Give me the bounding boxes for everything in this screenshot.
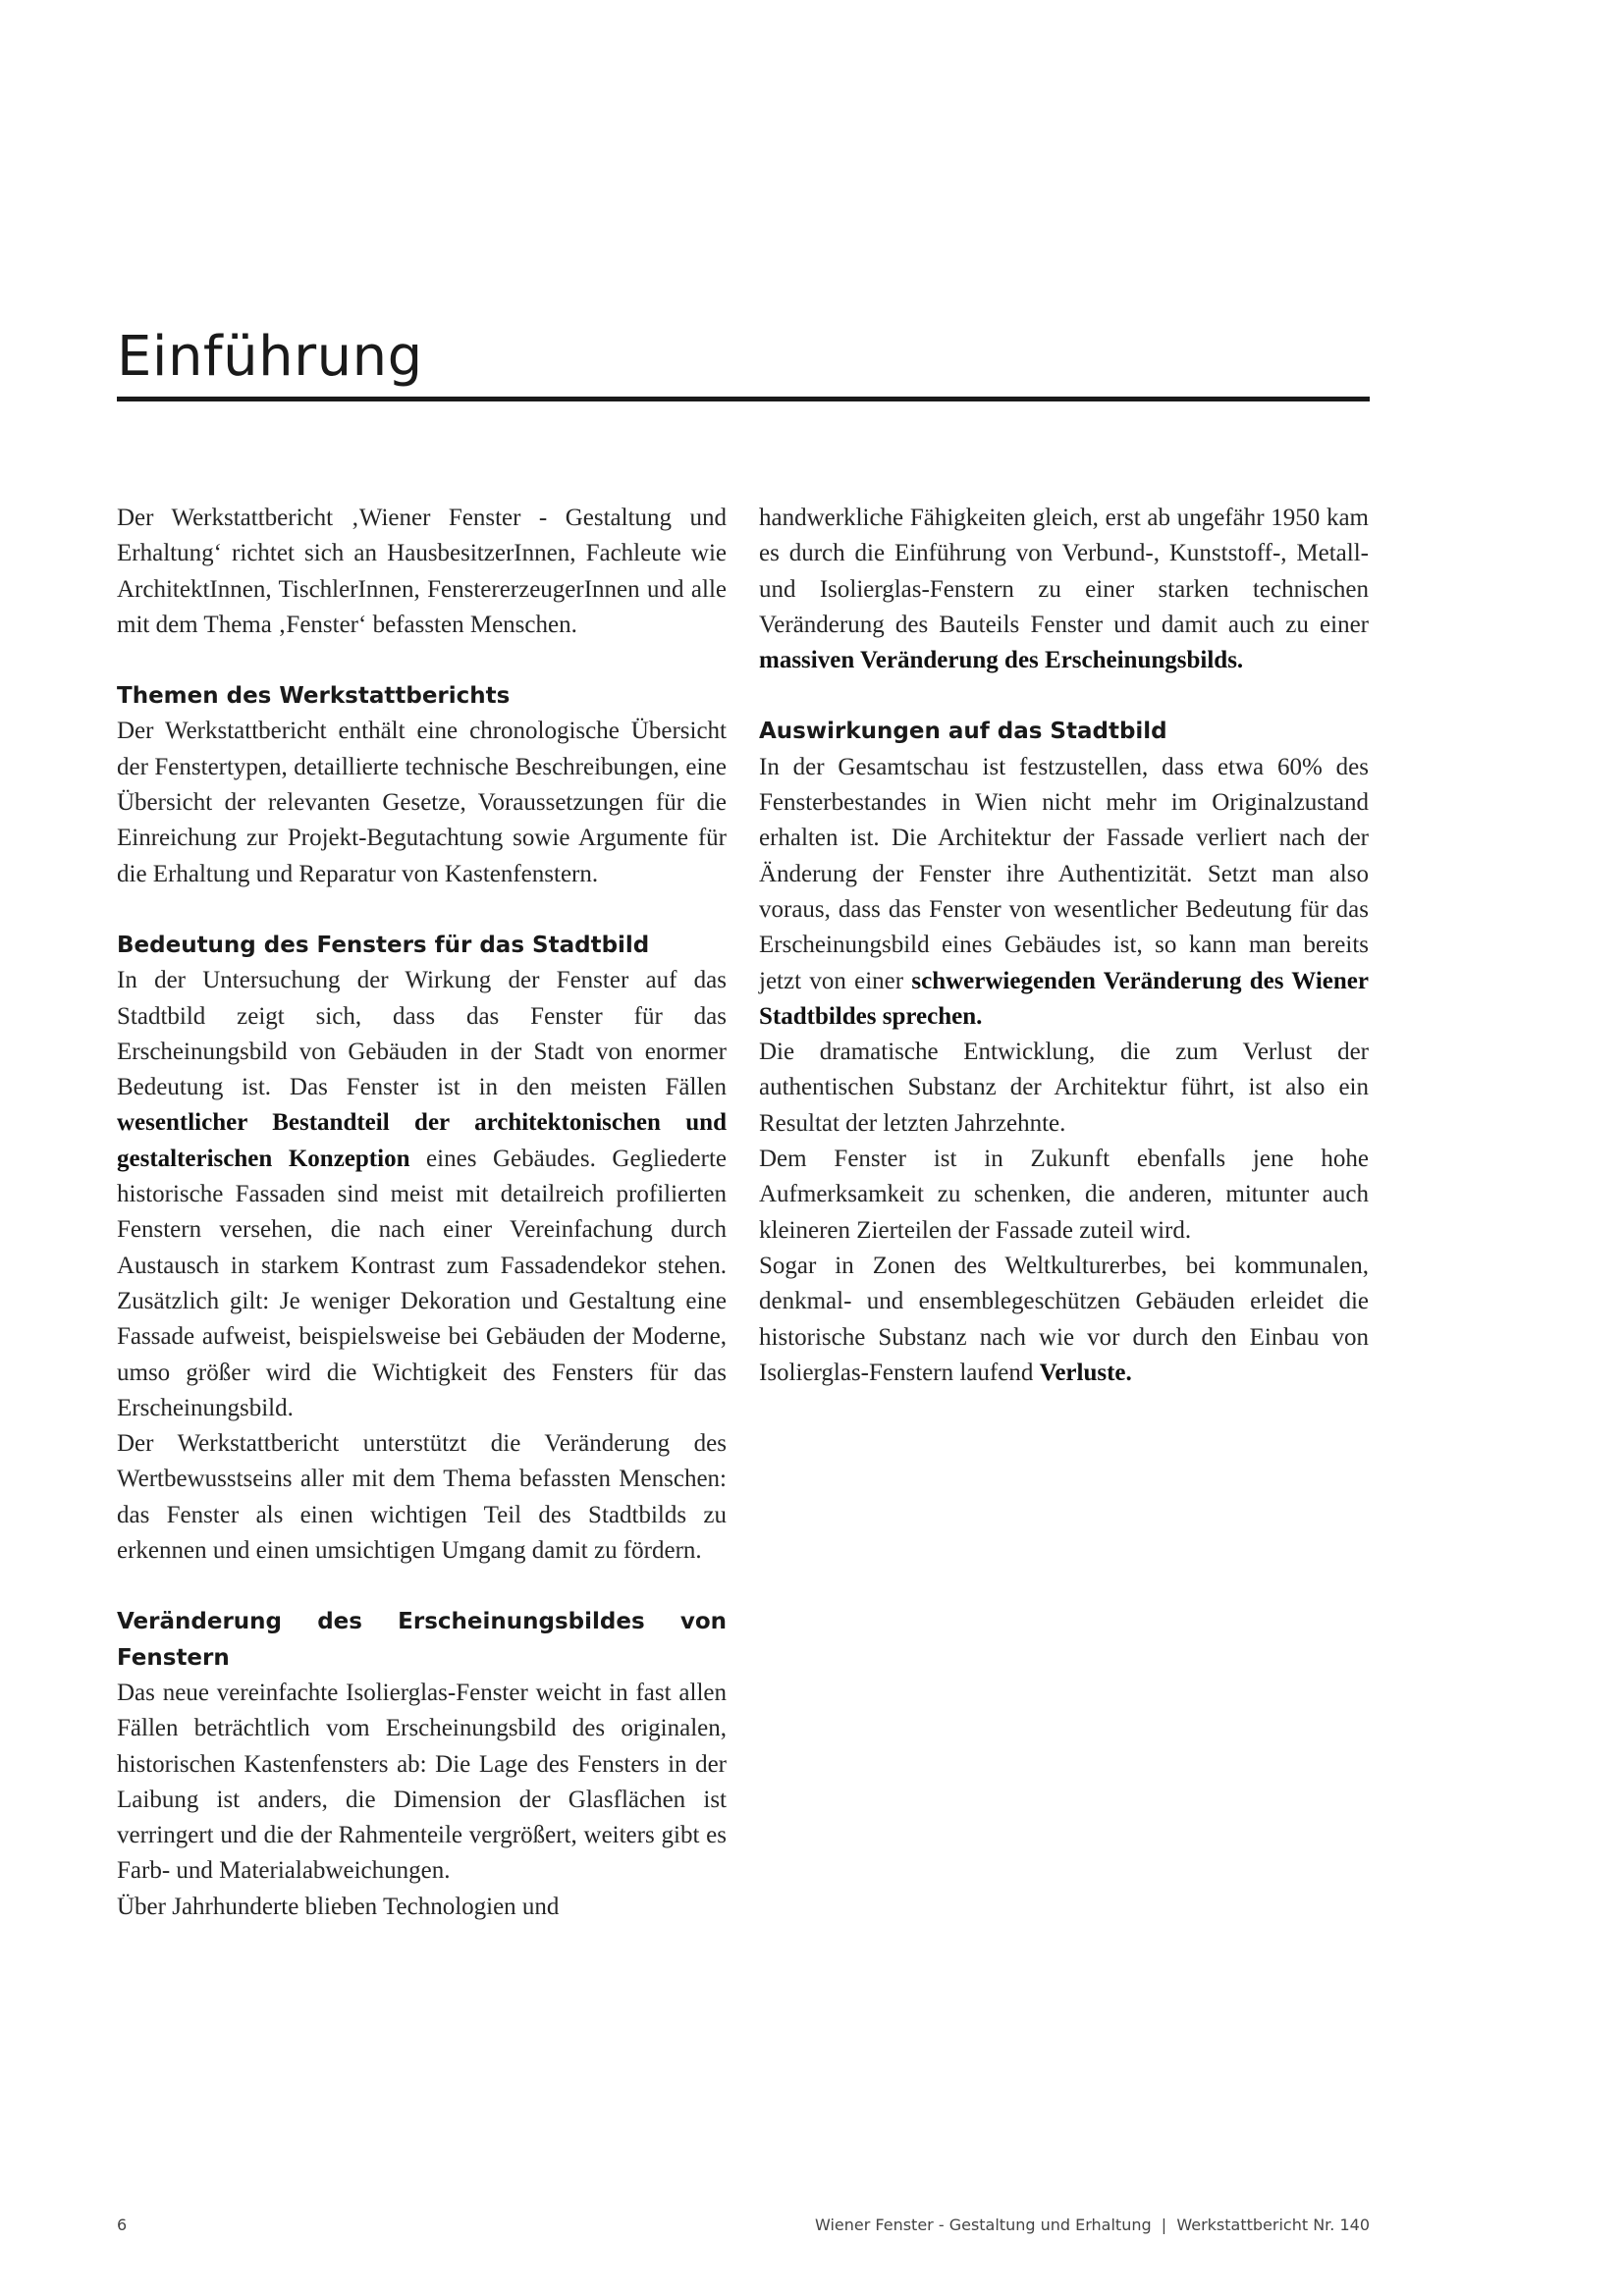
page-number: 6: [117, 2216, 128, 2234]
section-heading-auswirkungen: Auswirkungen auf das Stadtbild: [759, 719, 1167, 745]
bedeutung-text-1: In der Untersuchung der Wirkung der Fenster auf das Stadtbild zeigt sich, dass das Fenster für das Erscheinungsbild von Gebäuden in der Stadt von enormer Bedeutung ist. Das Fenster ist in den meisten Fällen: [117, 967, 727, 1101]
bedeutung-emphasis: wesentlicher Bestandteil der architektonischen und gestalterischen Konzeption: [117, 1109, 727, 1172]
auswirkungen-emphasis-2: Verluste.: [1039, 1359, 1132, 1386]
auswirkungen-paragraph-2: Die dramatische Entwicklung, die zum Verlust der authentischen Substanz der Architektur führt, ist also ein Resultat der letzten Jahrzehnte.: [759, 1039, 1369, 1137]
intro-paragraph: Der Werkstattbericht ‚Wiener Fenster - Gestaltung und Erhaltung‘ richtet sich an HausbesitzerInnen, Fachleute wie ArchitektInnen, TischlerInnen, FenstererzeugerInnen und alle mit dem Thema ‚Fenster‘ befassten Menschen.: [117, 505, 727, 638]
auswirkungen-text-4: Sogar in Zonen des Weltkulturerbes, bei kommunalen, denkmal- und ensemblegeschützen Gebäuden erleidet die historische Substanz nach wie vor durch den Einbau von Isolierglas-Fenstern laufend: [759, 1252, 1369, 1386]
section-heading-veraenderung: Veränderung des Erscheinungsbildes von Fenstern: [117, 1609, 727, 1671]
section-heading-themen: Themen des Werkstattberichts: [117, 683, 511, 710]
veraenderung-paragraph: Das neue vereinfachte Isolierglas-Fenster weicht in fast allen Fällen beträchtlich vom Erscheinungsbild des originalen, historischen Kastenfensters ab: Die Lage des Fensters in der Laibung ist anders, die Dimension der Glasflächen ist verringert und die der Rahmenteile vergrößert, weiters gibt es Farb- und Materialabweichungen.: [117, 1679, 727, 1885]
bedeutung-paragraph: [117, 963, 727, 1426]
auswirkungen-paragraph-3: Dem Fenster ist in Zukunft ebenfalls jene hohe Aufmerksamkeit zu schenken, die anderen, mitunter auch kleineren Zierteilen der Fassade zuteil wird.: [759, 1146, 1369, 1244]
continuation-paragraph: [759, 501, 1369, 678]
title-underline: [117, 397, 1370, 401]
auswirkungen-paragraph-4: [759, 1249, 1369, 1391]
continuation-text: handwerkliche Fähigkeiten gleich, erst ab ungefähr 1950 kam es durch die Einführung von Verbund-, Kunststoff-, Metall- und Isolierglas-Fenstern zu einer starken technischen Veränderung des Bauteils Fenster und damit auch zu einer: [759, 505, 1369, 638]
right-column: [759, 501, 1369, 1391]
continuation-emphasis: massiven Veränderung des Erscheinungsbilds.: [759, 647, 1244, 674]
left-column: [117, 501, 727, 1925]
footer-title: Wiener Fenster - Gestaltung und Erhaltung | Werkstattbericht Nr. 140: [815, 2216, 1370, 2234]
bedeutung-text-2: eines Gebäudes. Gegliederte historische Fassaden sind meist mit detailreich profilierten Fenstern versehen, die nach einer Vereinfachung durch Austausch in starkem Kontrast zum Fassadendekor stehen. Zusätzlich gilt: Je weniger Dekoration und Gestaltung eine Fassade aufweist, beispielsweise bei Gebäuden der Moderne, umso größer wird die Wichtigkeit des Fensters für das Erscheinungsbild.: [117, 1145, 727, 1421]
auswirkungen-emphasis: schwerwiegenden Veränderung des Wiener Stadtbildes sprechen.: [759, 967, 1369, 1030]
themen-paragraph: Der Werkstattbericht enthält eine chronologische Übersicht der Fenstertypen, detaillierte technische Beschreibungen, eine Übersicht der relevanten Gesetze, Voraussetzungen für die Einreichung zur Projekt-Begutachtung sowie Argumente für die Erhaltung und Reparatur von Kastenfenstern.: [117, 718, 727, 887]
auswirkungen-paragraph: [759, 750, 1369, 1035]
page-title: Einführung: [117, 325, 423, 389]
section-heading-bedeutung: Bedeutung des Fensters für das Stadtbild: [117, 932, 650, 958]
auswirkungen-text-1: In der Gesamtschau ist festzustellen, dass etwa 60% des Fensterbestandes in Wien nicht mehr im Originalzustand erhalten ist. Die Architektur der Fassade verliert nach der Änderung der Fenster ihre Authentizität. Setzt man also voraus, dass das Fenster von wesentlicher Bedeutung für das Erscheinungsbild eines Gebäudes ist, so kann man bereits jetzt von einer: [759, 753, 1369, 994]
bedeutung-paragraph-2: Der Werkstattbericht unterstützt die Veränderung des Wertbewusstseins aller mit dem Thema befassten Menschen: das Fenster als einen wichtigen Teil des Stadtbilds zu erkennen und einen umsichtigen Umgang damit zu fördern.: [117, 1430, 727, 1565]
veraenderung-paragraph-2: Über Jahrhunderte blieben Technologien und: [117, 1893, 560, 1920]
